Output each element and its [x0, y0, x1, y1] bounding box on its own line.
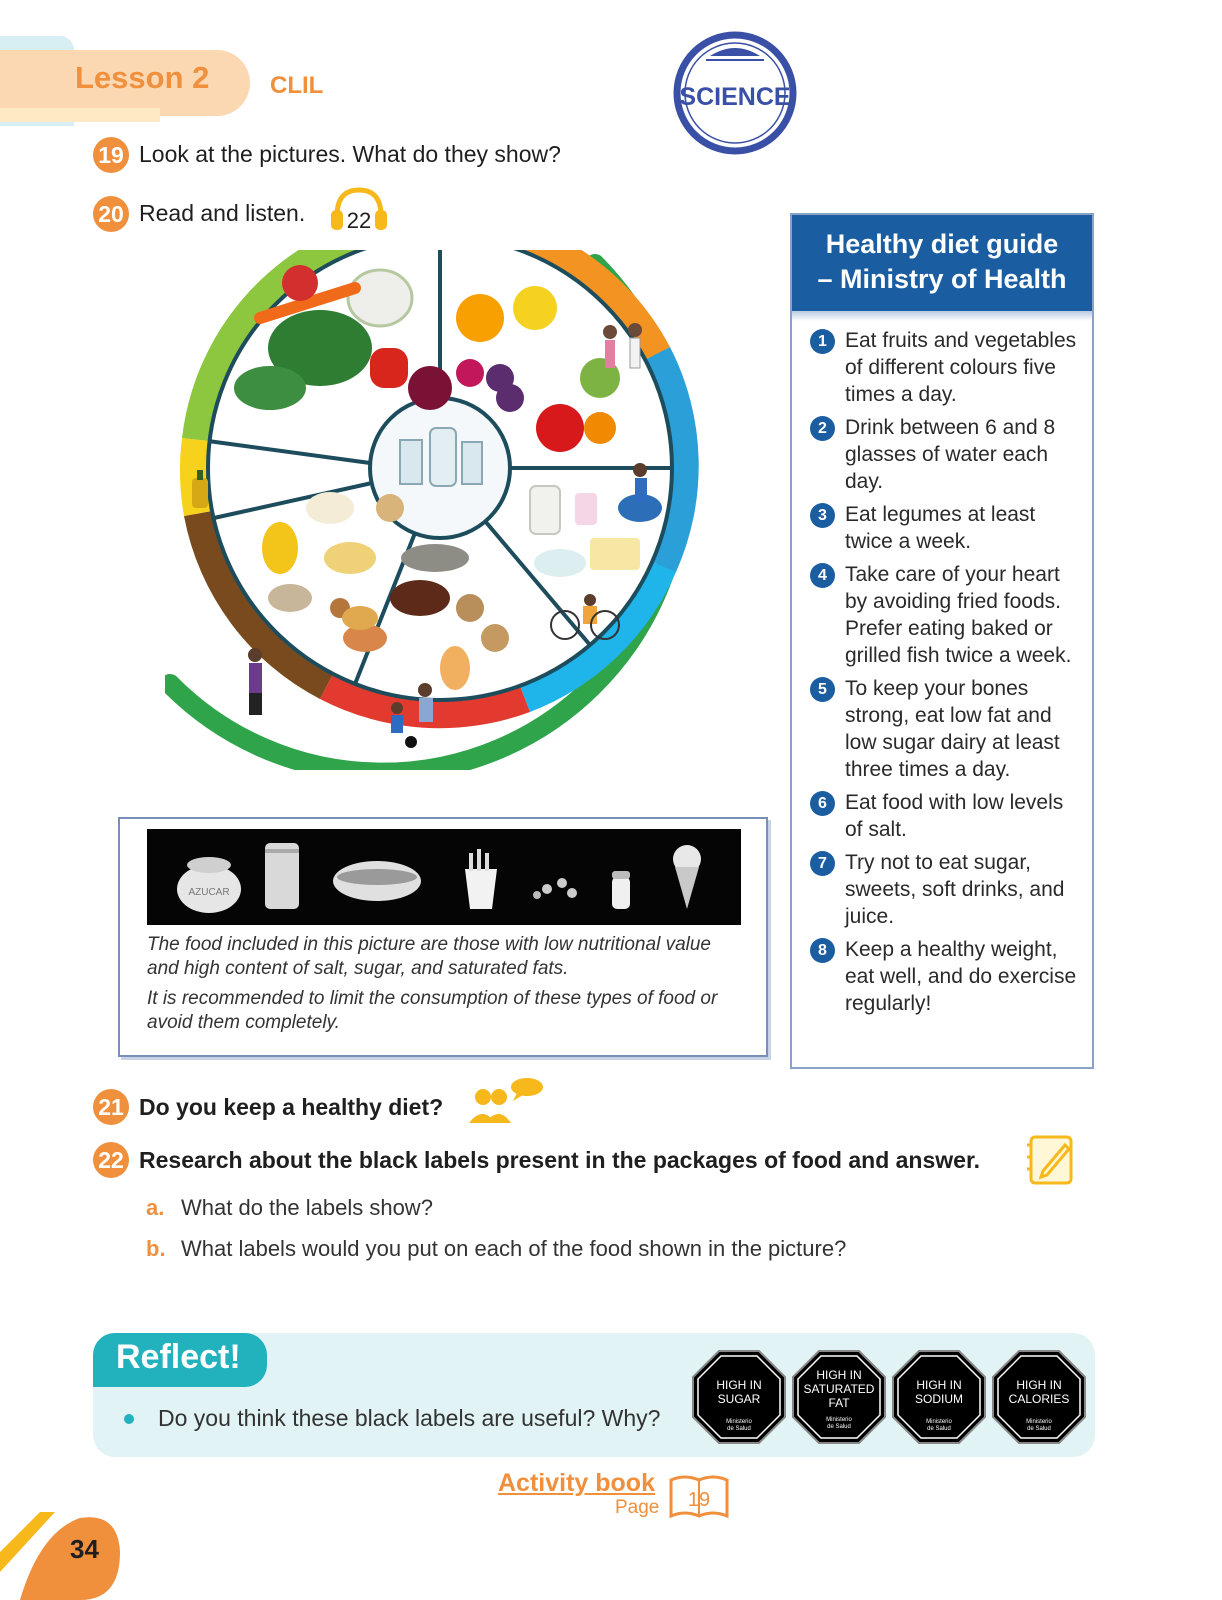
guide-item-text: Keep a healthy weight, eat well, and do exercise regularly!: [845, 938, 1077, 1015]
warning-label-sodium: [891, 1349, 987, 1445]
guide-item-text: Drink between 6 and 8 glasses of water each day.: [845, 416, 1056, 493]
warning-label-saturated-fat: [791, 1349, 887, 1445]
reflect-question: Do you think these black labels are useful? Why?: [158, 1405, 661, 1431]
exercise-22-sub-a-text: What do the labels show?: [181, 1195, 433, 1220]
guide-item-text: Try not to eat sugar, sweets, soft drinks, and juice.: [845, 851, 1065, 928]
lesson-title: Lesson 2: [75, 60, 210, 95]
activity-book-page-number: 19: [687, 1489, 711, 1511]
healthy-diet-guide: [790, 213, 1094, 1069]
reflect-bullet: [124, 1414, 134, 1424]
guide-item: [810, 789, 1086, 843]
junk-food-caption: [147, 933, 747, 1041]
guide-title-line-2: – Ministry of Health: [817, 264, 1067, 294]
guide-header-shadow: [792, 311, 1092, 321]
guide-item-text: Eat food with low levels of salt.: [845, 791, 1064, 841]
exercise-number-19: 19: [93, 137, 129, 173]
label-footer-2: de Salud: [1027, 1426, 1051, 1432]
label-line-1: HIGH IN: [716, 1378, 762, 1392]
guide-item-number: 5: [810, 677, 835, 702]
guide-item-number: 4: [810, 563, 835, 588]
guide-item-number: 7: [810, 851, 835, 876]
guide-item-text: Take care of your heart by avoiding fried foods. Prefer eating baked or grilled fish twice a week.: [845, 563, 1072, 667]
clil-tag: CLIL: [270, 72, 324, 99]
notebook-pencil-icon: [1025, 1131, 1077, 1187]
junk-food-illustration: [147, 829, 741, 925]
guide-header: [792, 215, 1092, 311]
exercise-19-text: Look at the pictures. What do they show?: [139, 141, 561, 167]
label-line-1: HIGH IN: [816, 1368, 862, 1382]
label-line-1: HIGH IN: [1016, 1378, 1062, 1392]
guide-item-text: Eat legumes at least twice a week.: [845, 503, 1036, 553]
label-footer-1: Ministerio: [726, 1419, 752, 1425]
exercise-number-22: 22: [93, 1142, 129, 1178]
label-line-1: HIGH IN: [916, 1378, 962, 1392]
warning-label-sugar: [691, 1349, 787, 1445]
guide-item: [810, 501, 1086, 555]
guide-item: [810, 675, 1086, 783]
label-footer-2: de Salud: [927, 1426, 951, 1432]
label-line-3: FAT: [828, 1396, 850, 1410]
guide-list: [810, 327, 1086, 1023]
exercise-number-20: 20: [93, 196, 129, 232]
sugar-jar-label: AZUCAR: [188, 887, 230, 898]
header-decoration-strip: [0, 108, 160, 122]
guide-item-number: 8: [810, 938, 835, 963]
junk-food-caption-2: It is recommended to limit the consumption of these types of food or avoid them completely.: [147, 988, 718, 1033]
junk-food-box: [118, 817, 768, 1057]
exercise-22-text: Research about the black labels present in the packages of food and answer.: [139, 1147, 981, 1173]
junk-food-caption-1: The food included in this picture are those with low nutritional value and high content of salt, sugar, and saturated fats.: [147, 934, 711, 979]
guide-title-line-1: Healthy diet guide: [825, 229, 1059, 259]
guide-item-text: To keep your bones strong, eat low fat and low sugar dairy at least three times a day.: [845, 677, 1060, 781]
activity-book-link[interactable]: Activity book: [498, 1469, 655, 1497]
guide-item: [810, 327, 1086, 408]
guide-item-number: 2: [810, 416, 835, 441]
reflect-title: Reflect!: [116, 1338, 241, 1376]
exercise-21-text: Do you keep a healthy diet?: [139, 1094, 444, 1120]
guide-item: [810, 936, 1086, 1017]
guide-item: [810, 414, 1086, 495]
junk-food-strip: [147, 829, 741, 925]
label-footer-2: de Salud: [727, 1426, 751, 1432]
open-book-icon[interactable]: [667, 1472, 731, 1522]
page-number-badge: [0, 1512, 120, 1600]
warning-label-calories: [991, 1349, 1087, 1445]
guide-item-number: 6: [810, 791, 835, 816]
label-footer-1: Ministerio: [1026, 1419, 1052, 1425]
label-footer-1: Ministerio: [826, 1417, 852, 1423]
guide-item: [810, 849, 1086, 930]
food-plate-illustration: [165, 250, 725, 770]
audio-track-number: 22: [346, 208, 372, 232]
exercise-22-sub-b-letter: b.: [146, 1236, 166, 1261]
guide-item: [810, 561, 1086, 669]
exercise-22-sub-a-letter: a.: [146, 1195, 165, 1220]
guide-item-number: 3: [810, 503, 835, 528]
science-stamp: [672, 30, 798, 156]
label-line-2: CALORIES: [1008, 1392, 1070, 1406]
exercise-number-21: 21: [93, 1089, 129, 1125]
label-footer-1: Ministerio: [926, 1419, 952, 1425]
exercise-22-sub-b-text: What labels would you put on each of the food shown in the picture?: [181, 1236, 847, 1261]
label-line-2: SUGAR: [717, 1392, 761, 1406]
guide-item-number: 1: [810, 329, 835, 354]
exercise-20-text: Read and listen.: [139, 200, 306, 226]
activity-book-page-word: Page: [615, 1497, 660, 1518]
pair-work-icon: [465, 1075, 545, 1125]
label-line-2: SODIUM: [915, 1392, 963, 1406]
label-line-2: SATURATED: [803, 1382, 875, 1396]
guide-item-text: Eat fruits and vegetables of different colours five times a day.: [845, 329, 1077, 406]
label-footer-2: de Salud: [827, 1424, 851, 1430]
page-number: 34: [70, 1534, 99, 1564]
stamp-label: SCIENCE: [679, 83, 791, 111]
audio-headphones-icon[interactable]: [329, 186, 389, 232]
